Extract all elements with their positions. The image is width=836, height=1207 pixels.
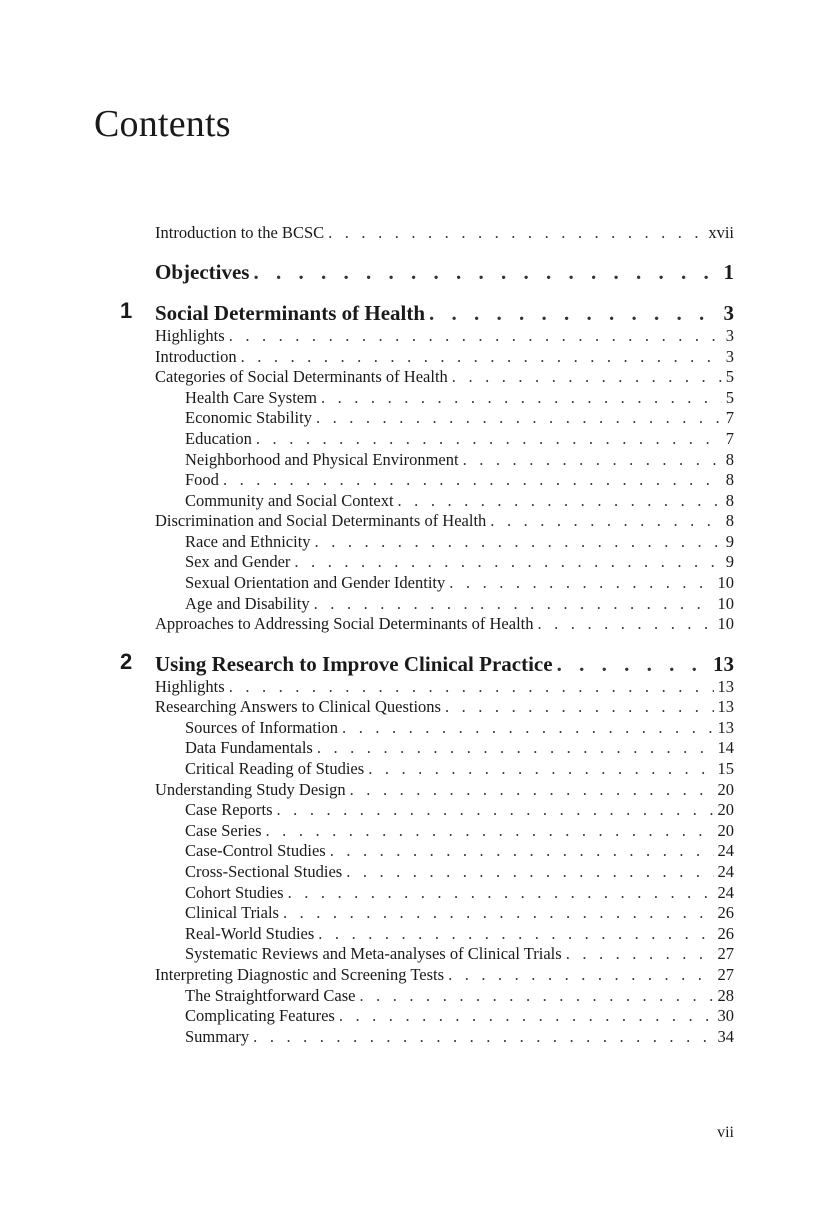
leader-dots [448, 965, 713, 985]
toc-entry-page: 30 [717, 1006, 734, 1025]
toc-entry-page: 8 [725, 450, 734, 469]
leader-dots [368, 759, 713, 779]
toc-entry-page: 8 [725, 491, 734, 510]
toc-entry-title: Neighborhood and Physical Environment [185, 450, 459, 469]
toc-entry-page: 13 [717, 677, 734, 696]
toc-entry-title: Sex and Gender [185, 552, 291, 571]
toc-part-heading[interactable] [155, 259, 734, 285]
toc-subentry[interactable] [185, 388, 734, 408]
leader-dots [339, 1006, 714, 1026]
toc-entry-title: Race and Ethnicity [185, 532, 311, 551]
toc-entry-title: Data Fundamentals [185, 738, 313, 757]
toc-entry-page: 7 [725, 429, 734, 448]
toc-entry-title: Food [185, 470, 219, 489]
leader-dots [557, 651, 709, 677]
toc-subentry[interactable] [185, 573, 734, 593]
toc-entry-title: Cross-Sectional Studies [185, 862, 343, 881]
toc-entry-title: Using Research to Improve Clinical Practice [155, 652, 553, 676]
leader-dots [342, 718, 713, 738]
toc-entry[interactable] [155, 614, 734, 634]
toc-chapter-heading[interactable] [155, 651, 734, 677]
toc-entry-title: Education [185, 429, 252, 448]
toc-entry[interactable] [155, 347, 734, 367]
toc-entry-title: Highlights [155, 326, 225, 345]
toc-subentry[interactable] [185, 738, 734, 758]
toc-subentry[interactable] [185, 924, 734, 944]
leader-dots [463, 450, 722, 470]
chapter-number: 2 [120, 649, 133, 674]
leader-dots [294, 552, 721, 572]
leader-dots [449, 573, 713, 593]
leader-dots [253, 1027, 713, 1047]
toc-subentry[interactable] [185, 491, 734, 511]
toc-entry-title: Discrimination and Social Determinants of Health [155, 511, 487, 530]
leader-dots [566, 944, 714, 964]
toc-entry-page: 24 [717, 841, 734, 860]
toc-entry-page: 20 [717, 780, 734, 799]
toc-entry-title: Objectives [155, 260, 250, 284]
toc-entry-title: Case Series [185, 821, 262, 840]
leader-dots [316, 408, 722, 428]
leader-dots [346, 862, 713, 882]
toc-subentry[interactable] [185, 470, 734, 490]
toc-entry-title: Categories of Social Determinants of Health [155, 367, 448, 386]
toc-entry-title: Case Reports [185, 800, 273, 819]
leader-dots [398, 491, 722, 511]
leader-dots [266, 821, 714, 841]
toc-entry[interactable] [155, 511, 734, 531]
toc-entry-page: 10 [717, 594, 734, 613]
toc-entry-title: The Straightforward Case [185, 986, 356, 1005]
toc-subentry[interactable] [185, 883, 734, 903]
toc-entry-title: Social Determinants of Health [155, 301, 426, 325]
toc-entry-title: Community and Social Context [185, 491, 394, 510]
toc-entry-title: Complicating Features [185, 1006, 335, 1025]
toc-subentry[interactable] [185, 1027, 734, 1047]
leader-dots [490, 511, 721, 531]
toc-entry-page: 7 [725, 408, 734, 427]
toc-entry[interactable] [155, 326, 734, 346]
leader-dots [229, 326, 722, 346]
toc-subentry[interactable] [185, 594, 734, 614]
leader-dots [321, 388, 722, 408]
toc-entry-page: 28 [717, 986, 734, 1005]
page-title: Contents [94, 103, 231, 145]
toc-entry-page: 10 [717, 614, 734, 633]
page-number: vii [717, 1124, 734, 1141]
leader-dots [223, 470, 722, 490]
toc-entry-page: 24 [717, 883, 734, 902]
toc-entry-page: 13 [713, 652, 734, 676]
toc-subentry[interactable] [185, 986, 734, 1006]
toc-entry-page: 14 [717, 738, 734, 757]
leader-dots [538, 614, 714, 634]
toc-entry-title: Real-World Studies [185, 924, 315, 943]
toc-subentry[interactable] [185, 429, 734, 449]
toc-entry-page: 5 [725, 388, 734, 407]
leader-dots [314, 594, 714, 614]
toc-subentry[interactable] [185, 800, 734, 820]
toc-entry-page: 20 [717, 800, 734, 819]
toc-subentry[interactable] [185, 408, 734, 428]
toc-entry-page: 9 [725, 552, 734, 571]
toc-entry-page: 1 [723, 260, 734, 284]
toc-entry-page: 13 [717, 718, 734, 737]
toc-subentry[interactable] [185, 862, 734, 882]
toc-entry-page: 26 [717, 924, 734, 943]
leader-dots [328, 223, 704, 243]
toc-subentry[interactable] [185, 903, 734, 923]
toc-subentry[interactable] [185, 1006, 734, 1026]
leader-dots [283, 903, 714, 923]
toc-subentry[interactable] [185, 944, 734, 964]
toc-entry-title: Researching Answers to Clinical Questions [155, 697, 441, 716]
toc-entry-page: 3 [725, 347, 734, 366]
toc-entry-page: 27 [717, 944, 734, 963]
leader-dots [253, 259, 719, 285]
toc-entry-title: Introduction [155, 347, 237, 366]
toc-entry-title: Case-Control Studies [185, 841, 326, 860]
toc-entry[interactable] [155, 780, 734, 800]
toc-entry-page: 27 [717, 965, 734, 984]
toc-entry[interactable] [155, 677, 734, 697]
toc-entry-page: 8 [725, 511, 734, 530]
toc-entry-page: 3 [725, 326, 734, 345]
leader-dots [330, 841, 714, 861]
toc-entry-title: Economic Stability [185, 408, 312, 427]
leader-dots [277, 800, 714, 820]
toc-entry-title: Highlights [155, 677, 225, 696]
toc-entry-title: Approaches to Addressing Social Determinants of Health [155, 614, 534, 633]
toc-subentry[interactable] [185, 552, 734, 572]
toc-entry-page: 8 [725, 470, 734, 489]
leader-dots [429, 300, 719, 326]
leader-dots [241, 347, 722, 367]
toc-subentry[interactable] [185, 450, 734, 470]
toc-subentry[interactable] [185, 821, 734, 841]
leader-dots [445, 697, 714, 717]
toc-entry-title: Sexual Orientation and Gender Identity [185, 573, 446, 592]
toc-chapter-heading[interactable] [155, 300, 734, 326]
leader-dots [229, 677, 714, 697]
toc-entry[interactable] [155, 367, 734, 387]
toc-entry[interactable] [155, 697, 734, 717]
toc-subentry[interactable] [185, 718, 734, 738]
toc-entry-page: 15 [717, 759, 734, 778]
leader-dots [350, 780, 714, 800]
toc-entry-title: Sources of Information [185, 718, 339, 737]
leader-dots [452, 367, 722, 387]
toc-entry-page: 26 [717, 903, 734, 922]
toc-subentry[interactable] [185, 841, 734, 861]
toc-entry-title: Clinical Trials [185, 903, 279, 922]
toc-subentry[interactable] [185, 532, 734, 552]
toc-entry-page: 34 [717, 1027, 734, 1046]
toc-entry-page: 13 [717, 697, 734, 716]
toc-entry-title: Introduction to the BCSC [155, 223, 325, 242]
toc-entry-title: Health Care System [185, 388, 317, 407]
toc-entry-page: 20 [717, 821, 734, 840]
toc-entry-title: Age and Disability [185, 594, 310, 613]
leader-dots [317, 738, 714, 758]
chapter-number: 1 [120, 298, 133, 323]
toc-entry-title: Understanding Study Design [155, 780, 346, 799]
leader-dots [359, 986, 713, 1006]
toc-entry-page: 10 [717, 573, 734, 592]
leader-dots [318, 924, 713, 944]
toc-entry-page: 3 [723, 301, 734, 325]
toc-entry-title: Critical Reading of Studies [185, 759, 365, 778]
toc-entry-title: Summary [185, 1027, 250, 1046]
toc-entry-page: 24 [717, 862, 734, 881]
toc-entry-page: 5 [725, 367, 734, 386]
leader-dots [315, 532, 722, 552]
leader-dots [288, 883, 714, 903]
toc-entry-page: xvii [708, 223, 734, 242]
leader-dots [256, 429, 722, 449]
toc-entry-page: 9 [725, 532, 734, 551]
toc-entry-title: Systematic Reviews and Meta-analyses of Clinical Trials [185, 944, 562, 963]
toc-entry-title: Cohort Studies [185, 883, 284, 902]
toc-entry-title: Interpreting Diagnostic and Screening Tests [155, 965, 445, 984]
toc-entry[interactable] [155, 965, 734, 985]
toc-entry[interactable] [155, 223, 734, 243]
toc-subentry[interactable] [185, 759, 734, 779]
